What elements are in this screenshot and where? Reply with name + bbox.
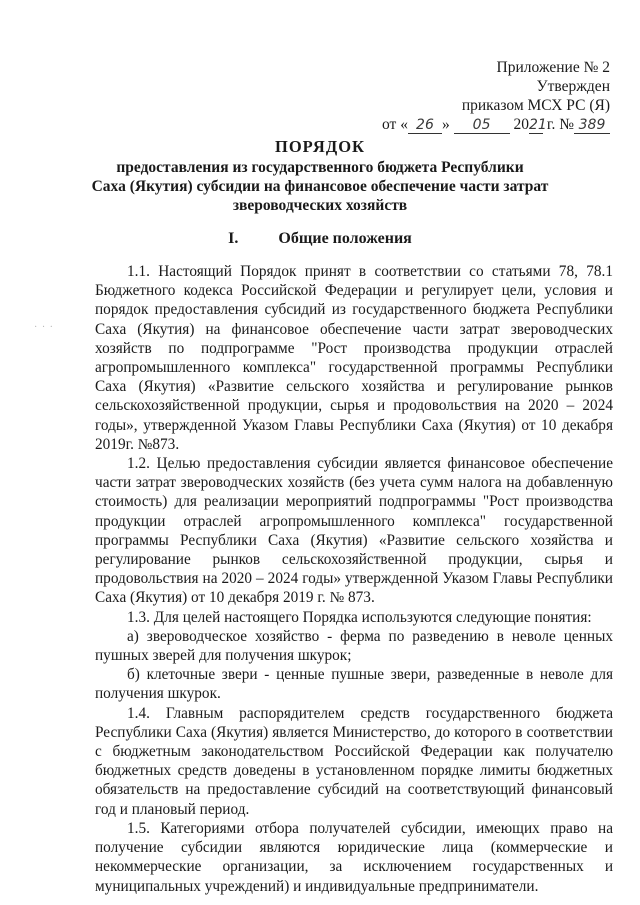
title-line-3: звероводческих хозяйств bbox=[232, 197, 408, 214]
date-prefix: от « bbox=[382, 116, 408, 133]
document-body bbox=[95, 262, 613, 896]
year-prefix: 20 bbox=[513, 116, 529, 133]
handwritten-day: 26 bbox=[408, 118, 442, 134]
appendix-label: Приложение № 2 bbox=[496, 59, 610, 76]
margin-dots: · · · bbox=[34, 322, 54, 333]
paragraph-1-3: 1.3. Для целей настоящего Порядка используются следующие понятия: bbox=[127, 608, 592, 626]
definition-a: а) звероводческое хозяйство - ферма по разведению в неволе ценных пушных зверей для получения шкурок; bbox=[95, 627, 613, 665]
handwritten-month: 05 bbox=[454, 118, 510, 134]
date-mid: » bbox=[441, 116, 450, 133]
section-title: Общие положения bbox=[278, 230, 412, 247]
title-main: ПОРЯДОК bbox=[275, 137, 365, 156]
approved-label: Утвержден bbox=[536, 78, 610, 95]
approval-stamp-block bbox=[310, 58, 610, 134]
paragraph-1-5: 1.5. Категориями отбора получателей субсидии, имеющих право на получение субсидии являются юридические лица (коммерческие и некоммерческие организации, за исключением государственных и муниципальных учреждений) и индивидуальные предприниматели. bbox=[95, 819, 613, 895]
number-prefix: г. № bbox=[546, 116, 574, 133]
handwritten-year: 21 bbox=[528, 117, 547, 133]
section-heading bbox=[0, 230, 640, 248]
document-title bbox=[0, 137, 640, 215]
paragraph-1-4: 1.4. Главным распорядителем средств государственного бюджета Республики Саха (Якутия) является Министерство, до которого в соответствии с бюджетным законодательством Российской Федерации как получателю бюджетных средств доведены в установленном порядке лимиты бюджетных обязательств на предоставление субсидий на соответствующий финансовый год и плановый период. bbox=[95, 704, 613, 818]
handwritten-order-number: 389 bbox=[574, 118, 610, 134]
title-line-1: предоставления из государственного бюджета Республики bbox=[116, 159, 524, 176]
section-number: I. bbox=[228, 230, 239, 247]
paragraph-1-2: 1.2. Целью предоставления субсидии является финансовое обеспечение части затрат звероводческих хозяйств (без учета сумм налога на добавленную стоимость) для реализации мероприятий подпрограммы "Рост производства продукции отраслей агропромышленного комплекса" государственной программы Республики Саха (Якутия) «Развитие сельского хозяйства и регулирование рынков сельскохозяйственной продукции, сырья и продовольствия на 2020 – 2024 годы» утвержденной Указом Главы Республики Саха (Якутия) от 10 декабря 2019 г. № 873. bbox=[95, 455, 613, 607]
paragraph-1-1: 1.1. Настоящий Порядок принят в соответствии со статьями 78, 78.1 Бюджетного кодекса Российской Федерации и регулирует цели, условия и порядок предоставления субсидий из государственного бюджета Республики Саха (Якутия) на финансовое обеспечение части затрат звероводческих хозяйств по подпрограмме "Рост производства продукции отраслей агропромышленного комплекса" государственной программы Республики Саха (Якутия) «Развитие сельского хозяйства и регулирование рынков сельскохозяйственной продукции, сырья и продовольствия на 2020 – 2024 годы», утвержденной Указом Главы Республики Саха (Якутия) от 10 декабря 2019г. №873. bbox=[95, 263, 613, 453]
order-issuer: приказом МСХ РС (Я) bbox=[461, 97, 610, 114]
order-date-line bbox=[310, 115, 610, 134]
title-line-2: Саха (Якутия) субсидии на финансовое обеспечение части затрат bbox=[91, 178, 549, 195]
definition-b: б) клеточные звери - ценные пушные звери, разведенные в неволе для получения шкурок. bbox=[95, 666, 613, 703]
